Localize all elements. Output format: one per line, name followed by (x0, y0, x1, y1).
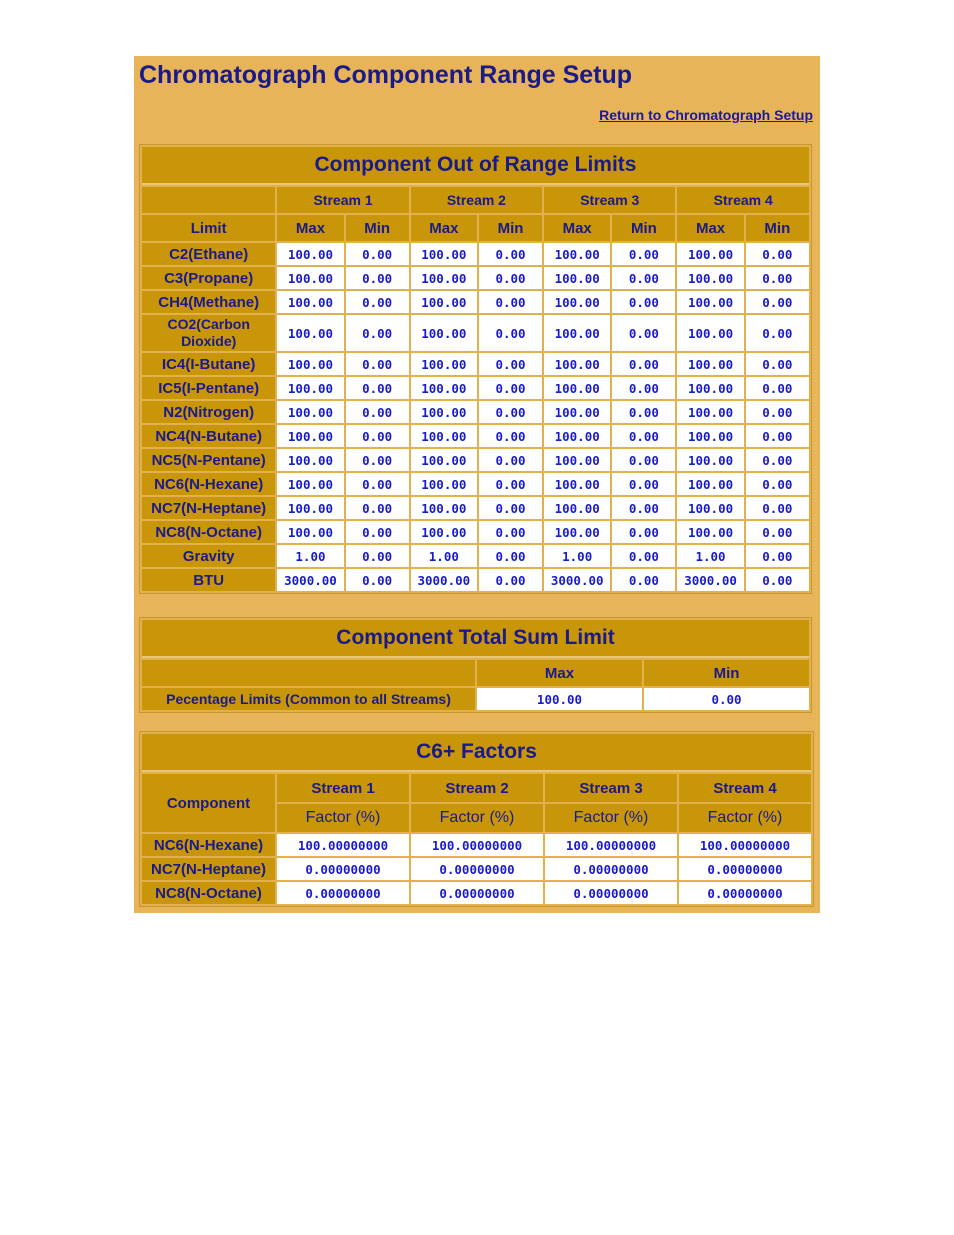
factor-value-input[interactable]: 100.00000000 (411, 834, 543, 856)
c6-rows (142, 834, 811, 904)
factor-value-input[interactable]: 0.00000000 (545, 858, 677, 880)
min-value-input[interactable]: 0.00 (346, 243, 409, 265)
factor-header: Factor (%) (277, 804, 409, 832)
max-value-input[interactable]: 100.00 (277, 291, 343, 313)
sum-min-input[interactable]: 0.00 (644, 688, 809, 710)
min-header: Min (346, 215, 409, 241)
max-value-input[interactable]: 100.00 (677, 291, 743, 313)
table-row (142, 267, 809, 289)
max-value-input[interactable]: 100.00 (277, 401, 343, 423)
factor-header: Factor (%) (679, 804, 811, 832)
min-value-input[interactable]: 0.00 (479, 497, 542, 519)
c6-factors-section (139, 731, 812, 907)
min-header: Min (479, 215, 542, 241)
sum-max-input[interactable]: 100.00 (477, 688, 642, 710)
min-value-input[interactable]: 0.00 (612, 291, 675, 313)
max-value-input[interactable]: 100.00 (677, 473, 743, 495)
max-header: Max (544, 215, 610, 241)
max-value-input[interactable]: 100.00 (411, 243, 477, 265)
min-value-input[interactable]: 0.00 (746, 377, 809, 399)
min-value-input[interactable]: 0.00 (479, 267, 542, 289)
min-value-input[interactable]: 0.00 (746, 243, 809, 265)
max-value-input[interactable]: 100.00 (677, 449, 743, 471)
min-value-input[interactable]: 0.00 (612, 353, 675, 375)
component-label: CH4(Methane) (142, 291, 275, 313)
max-value-input[interactable]: 100.00 (411, 449, 477, 471)
min-value-input[interactable]: 0.00 (346, 401, 409, 423)
table-row (142, 377, 809, 399)
min-value-input[interactable]: 0.00 (612, 521, 675, 543)
factor-value-input[interactable]: 100.00000000 (545, 834, 677, 856)
blank-header (142, 187, 275, 213)
max-value-input[interactable]: 100.00 (544, 401, 610, 423)
stream-header: Stream 2 (411, 774, 543, 802)
component-label: NC4(N-Butane) (142, 425, 275, 447)
max-value-input[interactable]: 1.00 (544, 545, 610, 567)
min-value-input[interactable]: 0.00 (746, 473, 809, 495)
component-label: CO2(Carbon Dioxide) (142, 315, 275, 351)
component-label: C3(Propane) (142, 267, 275, 289)
min-value-input[interactable]: 0.00 (746, 315, 809, 351)
max-value-input[interactable]: 100.00 (277, 521, 343, 543)
factor-value-input[interactable]: 0.00000000 (679, 882, 811, 904)
max-value-input[interactable]: 100.00 (544, 425, 610, 447)
total-sum-limit-table (139, 617, 812, 713)
max-value-input[interactable]: 1.00 (411, 545, 477, 567)
min-value-input[interactable]: 0.00 (479, 521, 542, 543)
stream-header: Stream 1 (277, 774, 409, 802)
max-header: Max (411, 215, 477, 241)
percentage-limits-label: Pecentage Limits (Common to all Streams) (142, 688, 475, 710)
max-value-input[interactable]: 100.00 (544, 353, 610, 375)
min-value-input[interactable]: 0.00 (346, 449, 409, 471)
max-value-input[interactable]: 100.00 (277, 243, 343, 265)
min-value-input[interactable]: 0.00 (746, 449, 809, 471)
min-value-input[interactable]: 0.00 (612, 401, 675, 423)
min-value-input[interactable]: 0.00 (612, 243, 675, 265)
table-row (142, 449, 809, 471)
min-value-input[interactable]: 0.00 (746, 267, 809, 289)
out-of-range-limits-section (139, 144, 812, 594)
max-value-input[interactable]: 100.00 (277, 353, 343, 375)
stream-header: Stream 3 (544, 187, 675, 213)
min-value-input[interactable]: 0.00 (346, 377, 409, 399)
max-value-input[interactable]: 100.00 (277, 377, 343, 399)
max-value-input[interactable]: 100.00 (411, 497, 477, 519)
stream-header: Stream 3 (545, 774, 677, 802)
min-value-input[interactable]: 0.00 (479, 425, 542, 447)
min-value-input[interactable]: 0.00 (612, 473, 675, 495)
max-value-input[interactable]: 100.00 (544, 267, 610, 289)
page-title: Chromatograph Component Range Setup (139, 61, 633, 89)
max-value-input[interactable]: 100.00 (411, 291, 477, 313)
max-value-input[interactable]: 1.00 (677, 545, 743, 567)
min-value-input[interactable]: 0.00 (746, 425, 809, 447)
component-label: Gravity (142, 545, 275, 567)
min-value-input[interactable]: 0.00 (612, 569, 675, 591)
max-value-input[interactable]: 100.00 (411, 401, 477, 423)
stream-header: Stream 4 (679, 774, 811, 802)
component-label: NC6(N-Hexane) (142, 473, 275, 495)
max-value-input[interactable]: 100.00 (677, 315, 743, 351)
min-value-input[interactable]: 0.00 (479, 401, 542, 423)
component-label: NC7(N-Heptane) (142, 858, 275, 880)
section-title: Component Total Sum Limit (142, 620, 809, 658)
min-value-input[interactable]: 0.00 (746, 353, 809, 375)
table-row (142, 497, 809, 519)
return-to-setup-link[interactable]: Return to Chromatograph Setup (599, 107, 813, 123)
min-value-input[interactable]: 0.00 (612, 315, 675, 351)
min-value-input[interactable]: 0.00 (346, 521, 409, 543)
component-label: BTU (142, 569, 275, 591)
limit-header: Limit (142, 215, 275, 241)
min-value-input[interactable]: 0.00 (746, 569, 809, 591)
factor-value-input[interactable]: 0.00000000 (679, 858, 811, 880)
max-value-input[interactable]: 100.00 (277, 315, 343, 351)
table-row (142, 834, 811, 856)
table-row (142, 401, 809, 423)
table-row (142, 353, 809, 375)
total-sum-limit-section (139, 617, 812, 713)
max-value-input[interactable]: 100.00 (277, 473, 343, 495)
min-value-input[interactable]: 0.00 (346, 545, 409, 567)
min-value-input[interactable]: 0.00 (746, 401, 809, 423)
max-value-input[interactable]: 100.00 (411, 353, 477, 375)
section-title: C6+ Factors (142, 734, 811, 772)
min-value-input[interactable]: 0.00 (346, 291, 409, 313)
max-header: Max (677, 215, 743, 241)
max-value-input[interactable]: 100.00 (544, 473, 610, 495)
max-value-input[interactable]: 100.00 (544, 449, 610, 471)
stream-header: Stream 1 (277, 187, 408, 213)
factor-value-input[interactable]: 0.00000000 (277, 858, 409, 880)
min-value-input[interactable]: 0.00 (346, 267, 409, 289)
min-header: Min (644, 660, 809, 686)
min-value-input[interactable]: 0.00 (612, 545, 675, 567)
min-value-input[interactable]: 0.00 (746, 545, 809, 567)
min-header: Min (746, 215, 809, 241)
factor-value-input[interactable]: 0.00000000 (411, 858, 543, 880)
component-header: Component (142, 774, 275, 832)
max-value-input[interactable]: 3000.00 (677, 569, 743, 591)
stream-header: Stream 2 (411, 187, 542, 213)
out-of-range-limits-table (139, 144, 812, 594)
max-header: Max (477, 660, 642, 686)
max-value-input[interactable]: 100.00 (677, 425, 743, 447)
table-row (142, 291, 809, 313)
min-header: Min (612, 215, 675, 241)
min-value-input[interactable]: 0.00 (612, 449, 675, 471)
max-value-input[interactable]: 100.00 (411, 473, 477, 495)
min-value-input[interactable]: 0.00 (346, 569, 409, 591)
min-value-input[interactable]: 0.00 (479, 377, 542, 399)
range-rows (142, 243, 809, 591)
table-row (142, 315, 809, 351)
max-value-input[interactable]: 3000.00 (544, 569, 610, 591)
component-label: NC8(N-Octane) (142, 521, 275, 543)
max-value-input[interactable]: 100.00 (677, 401, 743, 423)
max-value-input[interactable]: 100.00 (677, 353, 743, 375)
max-value-input[interactable]: 100.00 (677, 521, 743, 543)
min-value-input[interactable]: 0.00 (346, 315, 409, 351)
max-value-input[interactable]: 100.00 (544, 315, 610, 351)
max-value-input[interactable]: 100.00 (544, 243, 610, 265)
table-row (142, 545, 809, 567)
table-row (142, 882, 811, 904)
max-value-input[interactable]: 100.00 (677, 377, 743, 399)
min-value-input[interactable]: 0.00 (612, 497, 675, 519)
max-value-input[interactable]: 100.00 (677, 243, 743, 265)
max-value-input[interactable]: 3000.00 (277, 569, 343, 591)
table-row (142, 425, 809, 447)
max-value-input[interactable]: 100.00 (677, 497, 743, 519)
factor-header: Factor (%) (545, 804, 677, 832)
component-label: NC7(N-Heptane) (142, 497, 275, 519)
min-value-input[interactable]: 0.00 (479, 315, 542, 351)
table-row (142, 569, 809, 591)
min-value-input[interactable]: 0.00 (346, 473, 409, 495)
max-value-input[interactable]: 100.00 (277, 425, 343, 447)
max-value-input[interactable]: 100.00 (677, 267, 743, 289)
table-row (142, 473, 809, 495)
min-value-input[interactable]: 0.00 (346, 353, 409, 375)
max-value-input[interactable]: 100.00 (544, 377, 610, 399)
max-value-input[interactable]: 100.00 (411, 267, 477, 289)
max-value-input[interactable]: 3000.00 (411, 569, 477, 591)
max-value-input[interactable]: 100.00 (411, 521, 477, 543)
factor-header: Factor (%) (411, 804, 543, 832)
max-value-input[interactable]: 100.00 (277, 449, 343, 471)
max-value-input[interactable]: 100.00 (277, 497, 343, 519)
component-label: NC6(N-Hexane) (142, 834, 275, 856)
min-value-input[interactable]: 0.00 (746, 291, 809, 313)
min-value-input[interactable]: 0.00 (479, 291, 542, 313)
min-value-input[interactable]: 0.00 (479, 243, 542, 265)
table-row (142, 858, 811, 880)
min-value-input[interactable]: 0.00 (479, 449, 542, 471)
min-value-input[interactable]: 0.00 (612, 425, 675, 447)
component-label: NC5(N-Pentane) (142, 449, 275, 471)
component-label: IC5(I-Pentane) (142, 377, 275, 399)
min-value-input[interactable]: 0.00 (479, 569, 542, 591)
min-value-input[interactable]: 0.00 (346, 497, 409, 519)
range-setup-panel (134, 56, 820, 913)
max-value-input[interactable]: 100.00 (544, 521, 610, 543)
min-value-input[interactable]: 0.00 (479, 545, 542, 567)
max-header: Max (277, 215, 343, 241)
c6-factors-table (139, 731, 814, 907)
component-label: NC8(N-Octane) (142, 882, 275, 904)
factor-value-input[interactable]: 0.00000000 (277, 882, 409, 904)
min-value-input[interactable]: 0.00 (746, 497, 809, 519)
max-value-input[interactable]: 100.00 (277, 267, 343, 289)
table-row (142, 243, 809, 265)
factor-value-input[interactable]: 100.00000000 (277, 834, 409, 856)
max-value-input[interactable]: 100.00 (544, 291, 610, 313)
section-title: Component Out of Range Limits (142, 147, 809, 185)
min-value-input[interactable]: 0.00 (479, 353, 542, 375)
max-value-input[interactable]: 100.00 (544, 497, 610, 519)
component-label: C2(Ethane) (142, 243, 275, 265)
min-value-input[interactable]: 0.00 (346, 425, 409, 447)
max-value-input[interactable]: 1.00 (277, 545, 343, 567)
factor-value-input[interactable]: 0.00000000 (411, 882, 543, 904)
blank-header (142, 660, 475, 686)
min-value-input[interactable]: 0.00 (612, 377, 675, 399)
component-label: IC4(I-Butane) (142, 353, 275, 375)
component-label: N2(Nitrogen) (142, 401, 275, 423)
min-value-input[interactable]: 0.00 (612, 267, 675, 289)
min-value-input[interactable]: 0.00 (479, 473, 542, 495)
table-row (142, 521, 809, 543)
max-value-input[interactable]: 100.00 (411, 377, 477, 399)
stream-header: Stream 4 (677, 187, 809, 213)
factor-value-input[interactable]: 100.00000000 (679, 834, 811, 856)
factor-value-input[interactable]: 0.00000000 (545, 882, 677, 904)
min-value-input[interactable]: 0.00 (746, 521, 809, 543)
max-value-input[interactable]: 100.00 (411, 425, 477, 447)
max-value-input[interactable]: 100.00 (411, 315, 477, 351)
